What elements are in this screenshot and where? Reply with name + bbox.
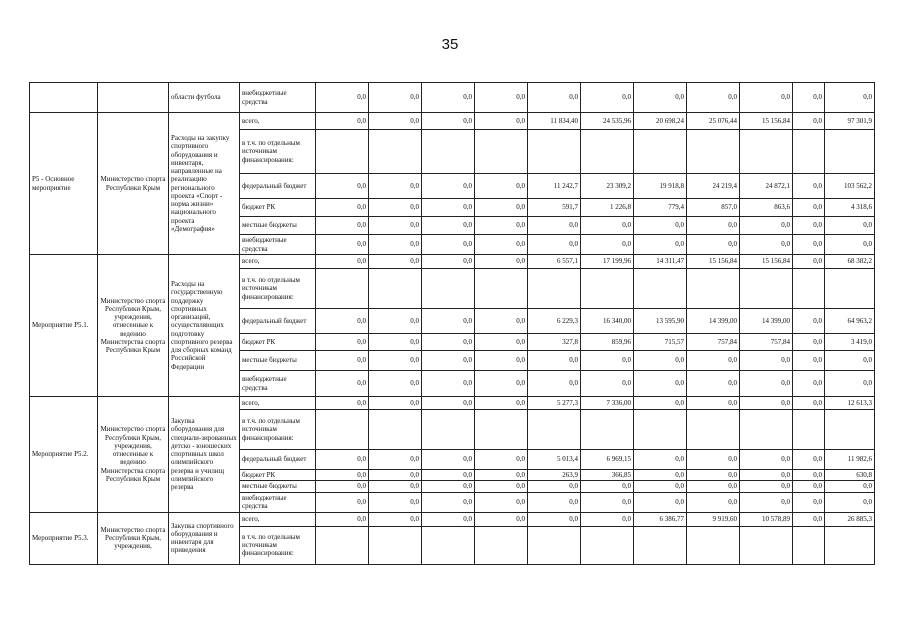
amount-cell xyxy=(316,130,369,174)
measure-name-cell xyxy=(30,83,98,113)
amount-cell: 0,0 xyxy=(475,371,528,397)
amount-cell: 0,0 xyxy=(687,351,740,371)
amount-cell: 366,85 xyxy=(581,470,634,481)
amount-cell: 0,0 xyxy=(740,492,793,512)
budget-table xyxy=(29,82,875,565)
amount-cell: 0,0 xyxy=(740,83,793,113)
amount-cell: 6 969,15 xyxy=(581,450,634,470)
description-cell: Закупка оборудования для специали-зированных детско - юношеских спортивных школ олимпийского резерва и училищ олимпийского резерва xyxy=(169,397,240,513)
amount-cell: 0,0 xyxy=(793,492,825,512)
amount-cell xyxy=(528,130,581,174)
amount-cell: 24 535,96 xyxy=(581,113,634,130)
amount-cell: 15 156,84 xyxy=(740,113,793,130)
amount-cell: 0,0 xyxy=(825,492,875,512)
amount-cell: 0,0 xyxy=(475,113,528,130)
table-row xyxy=(30,512,875,526)
amount-cell: 0,0 xyxy=(422,351,475,371)
amount-cell xyxy=(687,526,740,564)
amount-cell: 0,0 xyxy=(422,174,475,199)
amount-cell: 0,0 xyxy=(740,450,793,470)
funding-source-cell: бюджет РК xyxy=(240,470,316,481)
amount-cell: 591,7 xyxy=(528,199,581,217)
table-row xyxy=(30,113,875,130)
amount-cell: 0,0 xyxy=(422,371,475,397)
funding-source-cell: внебюджетные средства xyxy=(240,235,316,255)
amount-cell: 0,0 xyxy=(369,492,422,512)
funding-source-cell: местные бюджеты xyxy=(240,217,316,235)
funding-source-cell: федеральный бюджет xyxy=(240,174,316,199)
amount-cell: 0,0 xyxy=(316,492,369,512)
amount-cell: 9 919,60 xyxy=(687,512,740,526)
amount-cell: 0,0 xyxy=(316,351,369,371)
amount-cell: 0,0 xyxy=(316,113,369,130)
amount-cell: 0,0 xyxy=(634,217,687,235)
amount-cell: 0,0 xyxy=(422,492,475,512)
amount-cell xyxy=(581,526,634,564)
amount-cell: 715,57 xyxy=(634,334,687,351)
amount-cell: 10 578,89 xyxy=(740,512,793,526)
amount-cell: 0,0 xyxy=(369,481,422,492)
amount-cell: 0,0 xyxy=(316,450,369,470)
funding-source-cell: внебюджетные средства xyxy=(240,83,316,113)
amount-cell xyxy=(740,410,793,450)
amount-cell: 12 613,3 xyxy=(825,397,875,410)
amount-cell xyxy=(687,269,740,309)
executor-cell: Министерство спорта Республики Крым, учреждения, xyxy=(98,512,169,564)
funding-source-cell: в т.ч. по отдельным источникам финансирования: xyxy=(240,526,316,564)
amount-cell: 0,0 xyxy=(369,371,422,397)
funding-source-cell: местные бюджеты xyxy=(240,481,316,492)
amount-cell xyxy=(369,130,422,174)
amount-cell: 0,0 xyxy=(687,83,740,113)
amount-cell: 0,0 xyxy=(825,351,875,371)
amount-cell: 630,8 xyxy=(825,470,875,481)
funding-source-cell: бюджет РК xyxy=(240,334,316,351)
amount-cell: 0,0 xyxy=(422,255,475,269)
amount-cell xyxy=(793,410,825,450)
amount-cell: 0,0 xyxy=(793,397,825,410)
amount-cell: 0,0 xyxy=(475,255,528,269)
amount-cell: 0,0 xyxy=(528,481,581,492)
amount-cell xyxy=(316,410,369,450)
amount-cell: 0,0 xyxy=(793,255,825,269)
amount-cell: 0,0 xyxy=(475,235,528,255)
amount-cell: 0,0 xyxy=(793,174,825,199)
amount-cell xyxy=(687,410,740,450)
amount-cell: 0,0 xyxy=(793,470,825,481)
amount-cell: 0,0 xyxy=(369,113,422,130)
amount-cell: 24 219,4 xyxy=(687,174,740,199)
amount-cell: 0,0 xyxy=(793,217,825,235)
amount-cell: 0,0 xyxy=(528,371,581,397)
funding-source-cell: всего, xyxy=(240,255,316,269)
amount-cell: 0,0 xyxy=(581,351,634,371)
amount-cell: 6 229,3 xyxy=(528,309,581,334)
funding-source-cell: в т.ч. по отдельным источникам финансирования: xyxy=(240,130,316,174)
description-cell: Закупка спортивного оборудования и инвентаря для приведения xyxy=(169,512,240,564)
amount-cell: 68 382,2 xyxy=(825,255,875,269)
amount-cell xyxy=(581,269,634,309)
amount-cell: 0,0 xyxy=(793,235,825,255)
amount-cell: 0,0 xyxy=(316,174,369,199)
table-row xyxy=(30,83,875,113)
amount-cell: 11 834,40 xyxy=(528,113,581,130)
amount-cell: 0,0 xyxy=(740,481,793,492)
amount-cell xyxy=(422,410,475,450)
amount-cell: 17 199,96 xyxy=(581,255,634,269)
amount-cell: 0,0 xyxy=(316,309,369,334)
amount-cell: 0,0 xyxy=(316,512,369,526)
amount-cell: 0,0 xyxy=(634,83,687,113)
amount-cell: 24 872,1 xyxy=(740,174,793,199)
amount-cell: 0,0 xyxy=(316,334,369,351)
amount-cell xyxy=(825,130,875,174)
funding-source-cell: внебюджетные средства xyxy=(240,371,316,397)
amount-cell: 0,0 xyxy=(687,217,740,235)
amount-cell xyxy=(316,526,369,564)
amount-cell xyxy=(528,410,581,450)
amount-cell: 0,0 xyxy=(581,83,634,113)
amount-cell xyxy=(634,130,687,174)
amount-cell: 0,0 xyxy=(740,235,793,255)
amount-cell xyxy=(316,269,369,309)
amount-cell: 15 156,84 xyxy=(740,255,793,269)
amount-cell: 97 301,9 xyxy=(825,113,875,130)
amount-cell: 0,0 xyxy=(634,470,687,481)
amount-cell: 0,0 xyxy=(422,512,475,526)
description-cell: Расходы на государственную поддержку спортивных организаций, осуществляющих подготовку спортивного резерва для сборных команд Российской Федерации xyxy=(169,255,240,397)
amount-cell: 0,0 xyxy=(634,235,687,255)
amount-cell: 0,0 xyxy=(793,371,825,397)
amount-cell: 0,0 xyxy=(422,397,475,410)
amount-cell: 26 885,3 xyxy=(825,512,875,526)
executor-cell: Министерство спорта Республики Крым, учреждения, отнесенные к ведению Министерства спорта Республики Крым xyxy=(98,255,169,397)
amount-cell: 0,0 xyxy=(422,83,475,113)
amount-cell: 0,0 xyxy=(687,492,740,512)
amount-cell: 0,0 xyxy=(316,481,369,492)
amount-cell: 6 557,1 xyxy=(528,255,581,269)
amount-cell: 0,0 xyxy=(581,512,634,526)
amount-cell xyxy=(740,269,793,309)
page-number: 35 xyxy=(441,36,459,53)
amount-cell: 0,0 xyxy=(825,481,875,492)
funding-source-cell: местные бюджеты xyxy=(240,351,316,371)
executor-cell xyxy=(98,83,169,113)
amount-cell: 0,0 xyxy=(528,492,581,512)
amount-cell xyxy=(369,269,422,309)
amount-cell: 0,0 xyxy=(581,481,634,492)
amount-cell: 6 386,77 xyxy=(634,512,687,526)
amount-cell xyxy=(475,269,528,309)
amount-cell: 0,0 xyxy=(475,199,528,217)
amount-cell: 0,0 xyxy=(422,470,475,481)
amount-cell: 0,0 xyxy=(316,235,369,255)
amount-cell: 0,0 xyxy=(793,450,825,470)
funding-source-cell: всего, xyxy=(240,397,316,410)
amount-cell: 0,0 xyxy=(687,450,740,470)
funding-source-cell: в т.ч. по отдельным источникам финансирования: xyxy=(240,269,316,309)
amount-cell: 0,0 xyxy=(369,83,422,113)
amount-cell xyxy=(369,410,422,450)
amount-cell: 0,0 xyxy=(825,235,875,255)
amount-cell xyxy=(740,526,793,564)
measure-name-cell: Мероприятие Р5.3. xyxy=(30,512,98,564)
amount-cell: 0,0 xyxy=(634,351,687,371)
amount-cell: 13 595,90 xyxy=(634,309,687,334)
funding-source-cell: бюджет РК xyxy=(240,199,316,217)
amount-cell: 0,0 xyxy=(687,397,740,410)
amount-cell: 5 013,4 xyxy=(528,450,581,470)
amount-cell: 0,0 xyxy=(825,371,875,397)
amount-cell xyxy=(581,130,634,174)
amount-cell: 0,0 xyxy=(793,113,825,130)
amount-cell: 0,0 xyxy=(687,371,740,397)
funding-source-cell: федеральный бюджет xyxy=(240,450,316,470)
funding-source-cell: в т.ч. по отдельным источникам финансирования: xyxy=(240,410,316,450)
description-cell: Расходы на закупку спортивного оборудования и инвентаря, направленные на реализацию регионального проекта «Спорт - норма жизни» национального проекта «Демография» xyxy=(169,113,240,255)
amount-cell: 19 918,8 xyxy=(634,174,687,199)
amount-cell: 0,0 xyxy=(475,83,528,113)
amount-cell: 757,84 xyxy=(740,334,793,351)
amount-cell: 0,0 xyxy=(528,217,581,235)
amount-cell: 0,0 xyxy=(581,492,634,512)
amount-cell: 0,0 xyxy=(316,397,369,410)
amount-cell: 1 226,8 xyxy=(581,199,634,217)
amount-cell: 0,0 xyxy=(369,334,422,351)
amount-cell: 103 562,2 xyxy=(825,174,875,199)
amount-cell: 0,0 xyxy=(475,481,528,492)
amount-cell: 0,0 xyxy=(369,351,422,371)
amount-cell xyxy=(634,269,687,309)
amount-cell: 0,0 xyxy=(422,334,475,351)
amount-cell: 327,8 xyxy=(528,334,581,351)
amount-cell: 0,0 xyxy=(687,470,740,481)
amount-cell: 0,0 xyxy=(793,351,825,371)
measure-name-cell: Мероприятие Р5.1. xyxy=(30,255,98,397)
amount-cell: 0,0 xyxy=(369,217,422,235)
amount-cell: 0,0 xyxy=(740,351,793,371)
amount-cell: 0,0 xyxy=(369,235,422,255)
amount-cell: 0,0 xyxy=(422,450,475,470)
amount-cell: 5 277,3 xyxy=(528,397,581,410)
description-cell: области футбола xyxy=(169,83,240,113)
amount-cell: 0,0 xyxy=(634,481,687,492)
amount-cell: 0,0 xyxy=(740,371,793,397)
amount-cell xyxy=(528,526,581,564)
amount-cell: 11 982,6 xyxy=(825,450,875,470)
amount-cell: 0,0 xyxy=(369,450,422,470)
amount-cell xyxy=(422,269,475,309)
amount-cell: 0,0 xyxy=(825,83,875,113)
amount-cell: 263,9 xyxy=(528,470,581,481)
amount-cell: 0,0 xyxy=(475,450,528,470)
amount-cell: 0,0 xyxy=(369,174,422,199)
executor-cell: Министерство спорта Республики Крым xyxy=(98,113,169,255)
amount-cell xyxy=(475,526,528,564)
amount-cell: 0,0 xyxy=(422,217,475,235)
amount-cell xyxy=(475,410,528,450)
funding-source-cell: всего, xyxy=(240,512,316,526)
amount-cell: 0,0 xyxy=(369,309,422,334)
amount-cell: 0,0 xyxy=(740,397,793,410)
amount-cell: 14 399,00 xyxy=(740,309,793,334)
amount-cell: 0,0 xyxy=(581,371,634,397)
amount-cell xyxy=(793,269,825,309)
amount-cell: 0,0 xyxy=(793,309,825,334)
amount-cell: 11 242,7 xyxy=(528,174,581,199)
amount-cell: 0,0 xyxy=(475,512,528,526)
amount-cell: 4 318,6 xyxy=(825,199,875,217)
amount-cell: 0,0 xyxy=(793,199,825,217)
amount-cell: 0,0 xyxy=(475,351,528,371)
amount-cell: 757,84 xyxy=(687,334,740,351)
amount-cell: 0,0 xyxy=(634,371,687,397)
amount-cell: 859,96 xyxy=(581,334,634,351)
amount-cell: 7 336,00 xyxy=(581,397,634,410)
amount-cell: 863,6 xyxy=(740,199,793,217)
amount-cell: 0,0 xyxy=(687,235,740,255)
amount-cell: 0,0 xyxy=(793,512,825,526)
amount-cell: 0,0 xyxy=(422,309,475,334)
amount-cell xyxy=(793,130,825,174)
amount-cell: 0,0 xyxy=(634,450,687,470)
amount-cell xyxy=(528,269,581,309)
amount-cell: 0,0 xyxy=(581,217,634,235)
amount-cell: 0,0 xyxy=(528,83,581,113)
measure-name-cell: Р5 - Основное мероприятие xyxy=(30,113,98,255)
amount-cell: 0,0 xyxy=(687,481,740,492)
amount-cell: 0,0 xyxy=(422,113,475,130)
amount-cell: 0,0 xyxy=(422,235,475,255)
amount-cell: 0,0 xyxy=(369,512,422,526)
amount-cell: 0,0 xyxy=(475,397,528,410)
amount-cell: 0,0 xyxy=(369,199,422,217)
amount-cell: 0,0 xyxy=(475,492,528,512)
executor-cell: Министерство спорта Республики Крым, учреждения, отнесенные к ведению Министерства спорта Республики Крым xyxy=(98,397,169,513)
amount-cell xyxy=(825,410,875,450)
amount-cell: 0,0 xyxy=(528,512,581,526)
amount-cell: 0,0 xyxy=(316,371,369,397)
amount-cell: 0,0 xyxy=(316,470,369,481)
amount-cell: 857,0 xyxy=(687,199,740,217)
amount-cell: 20 698,24 xyxy=(634,113,687,130)
amount-cell: 0,0 xyxy=(475,334,528,351)
amount-cell: 0,0 xyxy=(475,217,528,235)
funding-source-cell: федеральный бюджет xyxy=(240,309,316,334)
amount-cell: 64 963,2 xyxy=(825,309,875,334)
amount-cell: 0,0 xyxy=(825,217,875,235)
budget-table-body xyxy=(30,83,875,565)
amount-cell: 0,0 xyxy=(475,470,528,481)
amount-cell: 25 076,44 xyxy=(687,113,740,130)
amount-cell: 0,0 xyxy=(475,309,528,334)
amount-cell: 0,0 xyxy=(528,351,581,371)
amount-cell: 0,0 xyxy=(634,397,687,410)
amount-cell xyxy=(825,269,875,309)
amount-cell: 0,0 xyxy=(634,492,687,512)
amount-cell: 0,0 xyxy=(475,174,528,199)
amount-cell: 0,0 xyxy=(422,199,475,217)
measure-name-cell: Мероприятие Р5.2. xyxy=(30,397,98,513)
amount-cell xyxy=(634,410,687,450)
amount-cell xyxy=(369,526,422,564)
amount-cell: 0,0 xyxy=(528,235,581,255)
amount-cell: 0,0 xyxy=(316,199,369,217)
amount-cell: 0,0 xyxy=(740,217,793,235)
amount-cell xyxy=(740,130,793,174)
amount-cell: 0,0 xyxy=(316,255,369,269)
table-row xyxy=(30,255,875,269)
amount-cell: 3 419,0 xyxy=(825,334,875,351)
amount-cell xyxy=(475,130,528,174)
amount-cell xyxy=(581,410,634,450)
amount-cell: 0,0 xyxy=(422,481,475,492)
amount-cell xyxy=(422,130,475,174)
amount-cell: 0,0 xyxy=(369,470,422,481)
funding-source-cell: всего, xyxy=(240,113,316,130)
amount-cell xyxy=(634,526,687,564)
amount-cell xyxy=(825,526,875,564)
amount-cell: 0,0 xyxy=(740,470,793,481)
amount-cell: 16 340,00 xyxy=(581,309,634,334)
amount-cell: 0,0 xyxy=(793,334,825,351)
amount-cell: 0,0 xyxy=(369,397,422,410)
amount-cell: 14 399,00 xyxy=(687,309,740,334)
amount-cell xyxy=(687,130,740,174)
amount-cell: 0,0 xyxy=(581,235,634,255)
amount-cell: 0,0 xyxy=(369,255,422,269)
amount-cell: 779,4 xyxy=(634,199,687,217)
amount-cell: 0,0 xyxy=(793,83,825,113)
amount-cell: 15 156,84 xyxy=(687,255,740,269)
amount-cell xyxy=(422,526,475,564)
amount-cell: 0,0 xyxy=(316,83,369,113)
amount-cell: 0,0 xyxy=(316,217,369,235)
amount-cell: 14 311,47 xyxy=(634,255,687,269)
amount-cell: 0,0 xyxy=(793,481,825,492)
amount-cell xyxy=(793,526,825,564)
amount-cell: 23 309,2 xyxy=(581,174,634,199)
table-row xyxy=(30,397,875,410)
funding-source-cell: внебюджетные средства xyxy=(240,492,316,512)
